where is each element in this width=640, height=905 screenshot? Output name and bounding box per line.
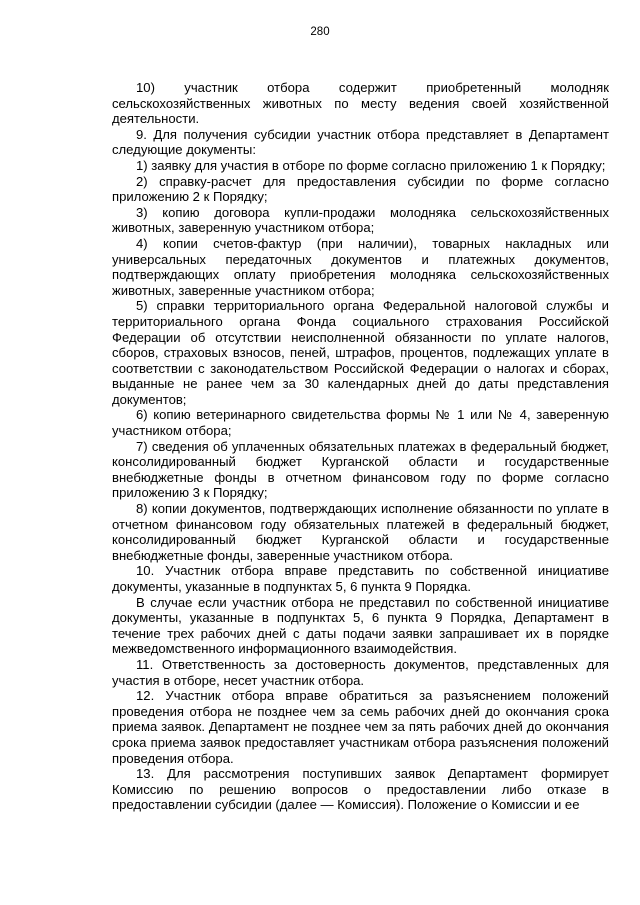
paragraph-item-10-condition: 10) участник отбора содержит приобретенный молодняк сельскохозяйственных животных по месту ведения своей хозяйственной деятельности.: [112, 80, 609, 127]
paragraph-subitem-3: 3) копию договора купли-продажи молодняка сельскохозяйственных животных, заверенную участником отбора;: [112, 204, 609, 236]
paragraph-clause-12: 12. Участник отбора вправе обратиться за разъяснением положений проведения отбора не позднее чем за семь рабочих дней до окончания срока приема заявок. Департамент не позднее чем за пять рабочих дней до окончания срока приема заявок предоставляет участникам отбора разъяснения положений проведения отбора.: [112, 688, 609, 766]
paragraph-subitem-5: 5) справки территориального органа Федеральной налоговой службы и территориального органа Фонда социального страхования Российской Федерации об отсутствии неисполненной обязанности по уплате налогов, сборов, страховых взносов, пеней, штрафов, процентов, подлежащих уплате в соответствии с законодательством Российской Федерации о налогах и сборах, выданные не ранее чем за 30 календарных дней до даты представления документов;: [112, 298, 609, 407]
paragraph-clause-11: 11. Ответственность за достоверность документов, представленных для участия в отборе, несет участник отбора.: [112, 656, 609, 688]
paragraph-clause-13: 13. Для рассмотрения поступивших заявок Департамент формирует Комиссию по решению вопросов о предоставлении либо отказе в предоставлении субсидии (далее — Комиссия). Положение о Комиссии и ее: [112, 766, 609, 813]
paragraph-subitem-4: 4) копии счетов-фактур (при наличии), товарных накладных или универсальных передаточных документов и платежных документов, подтверждающих оплату приобретения молодняка сельскохозяйственных животных, заверенные участником отбора;: [112, 235, 609, 298]
paragraph-clause-10-continued: В случае если участник отбора не представил по собственной инициативе документы, указанные в подпунктах 5, 6 пункта 9 Порядка, Департамент в течение трех рабочих дней с даты подачи заявки запрашивает их в порядке межведомственного информационного взаимодействия.: [112, 594, 609, 657]
paragraph-subitem-1: 1) заявку для участия в отборе по форме согласно приложению 1 к Порядку;: [136, 157, 606, 173]
paragraph-clause-9: 9. Для получения субсидии участник отбора представляет в Департамент следующие документы:: [112, 126, 609, 158]
paragraph-subitem-6: 6) копию ветеринарного свидетельства формы № 1 или № 4, заверенную участником отбора;: [112, 407, 609, 439]
document-body: [112, 80, 609, 813]
paragraph-subitem-8: 8) копии документов, подтверждающих исполнение обязанности по уплате в отчетном финансовом году обязательных платежей в федеральный бюджет, консолидированный бюджет Курганской области и государственные внебюджетные фонды, заверенные участником отбора.: [112, 501, 609, 563]
paragraph-subitem-7: 7) сведения об уплаченных обязательных платежах в федеральный бюджет, консолидированный бюджет Курганской области и государственные внебюджетные фонды в отчетном финансовом году по форме согласно приложению 3 к Порядку;: [112, 438, 609, 501]
page-number: 280: [310, 26, 330, 38]
paragraph-subitem-2: 2) справку-расчет для предоставления субсидии по форме согласно приложению 2 к Порядку;: [112, 173, 609, 205]
paragraph-clause-10: 10. Участник отбора вправе представить по собственной инициативе документы, указанные в подпунктах 5, 6 пункта 9 Порядка.: [112, 563, 609, 594]
